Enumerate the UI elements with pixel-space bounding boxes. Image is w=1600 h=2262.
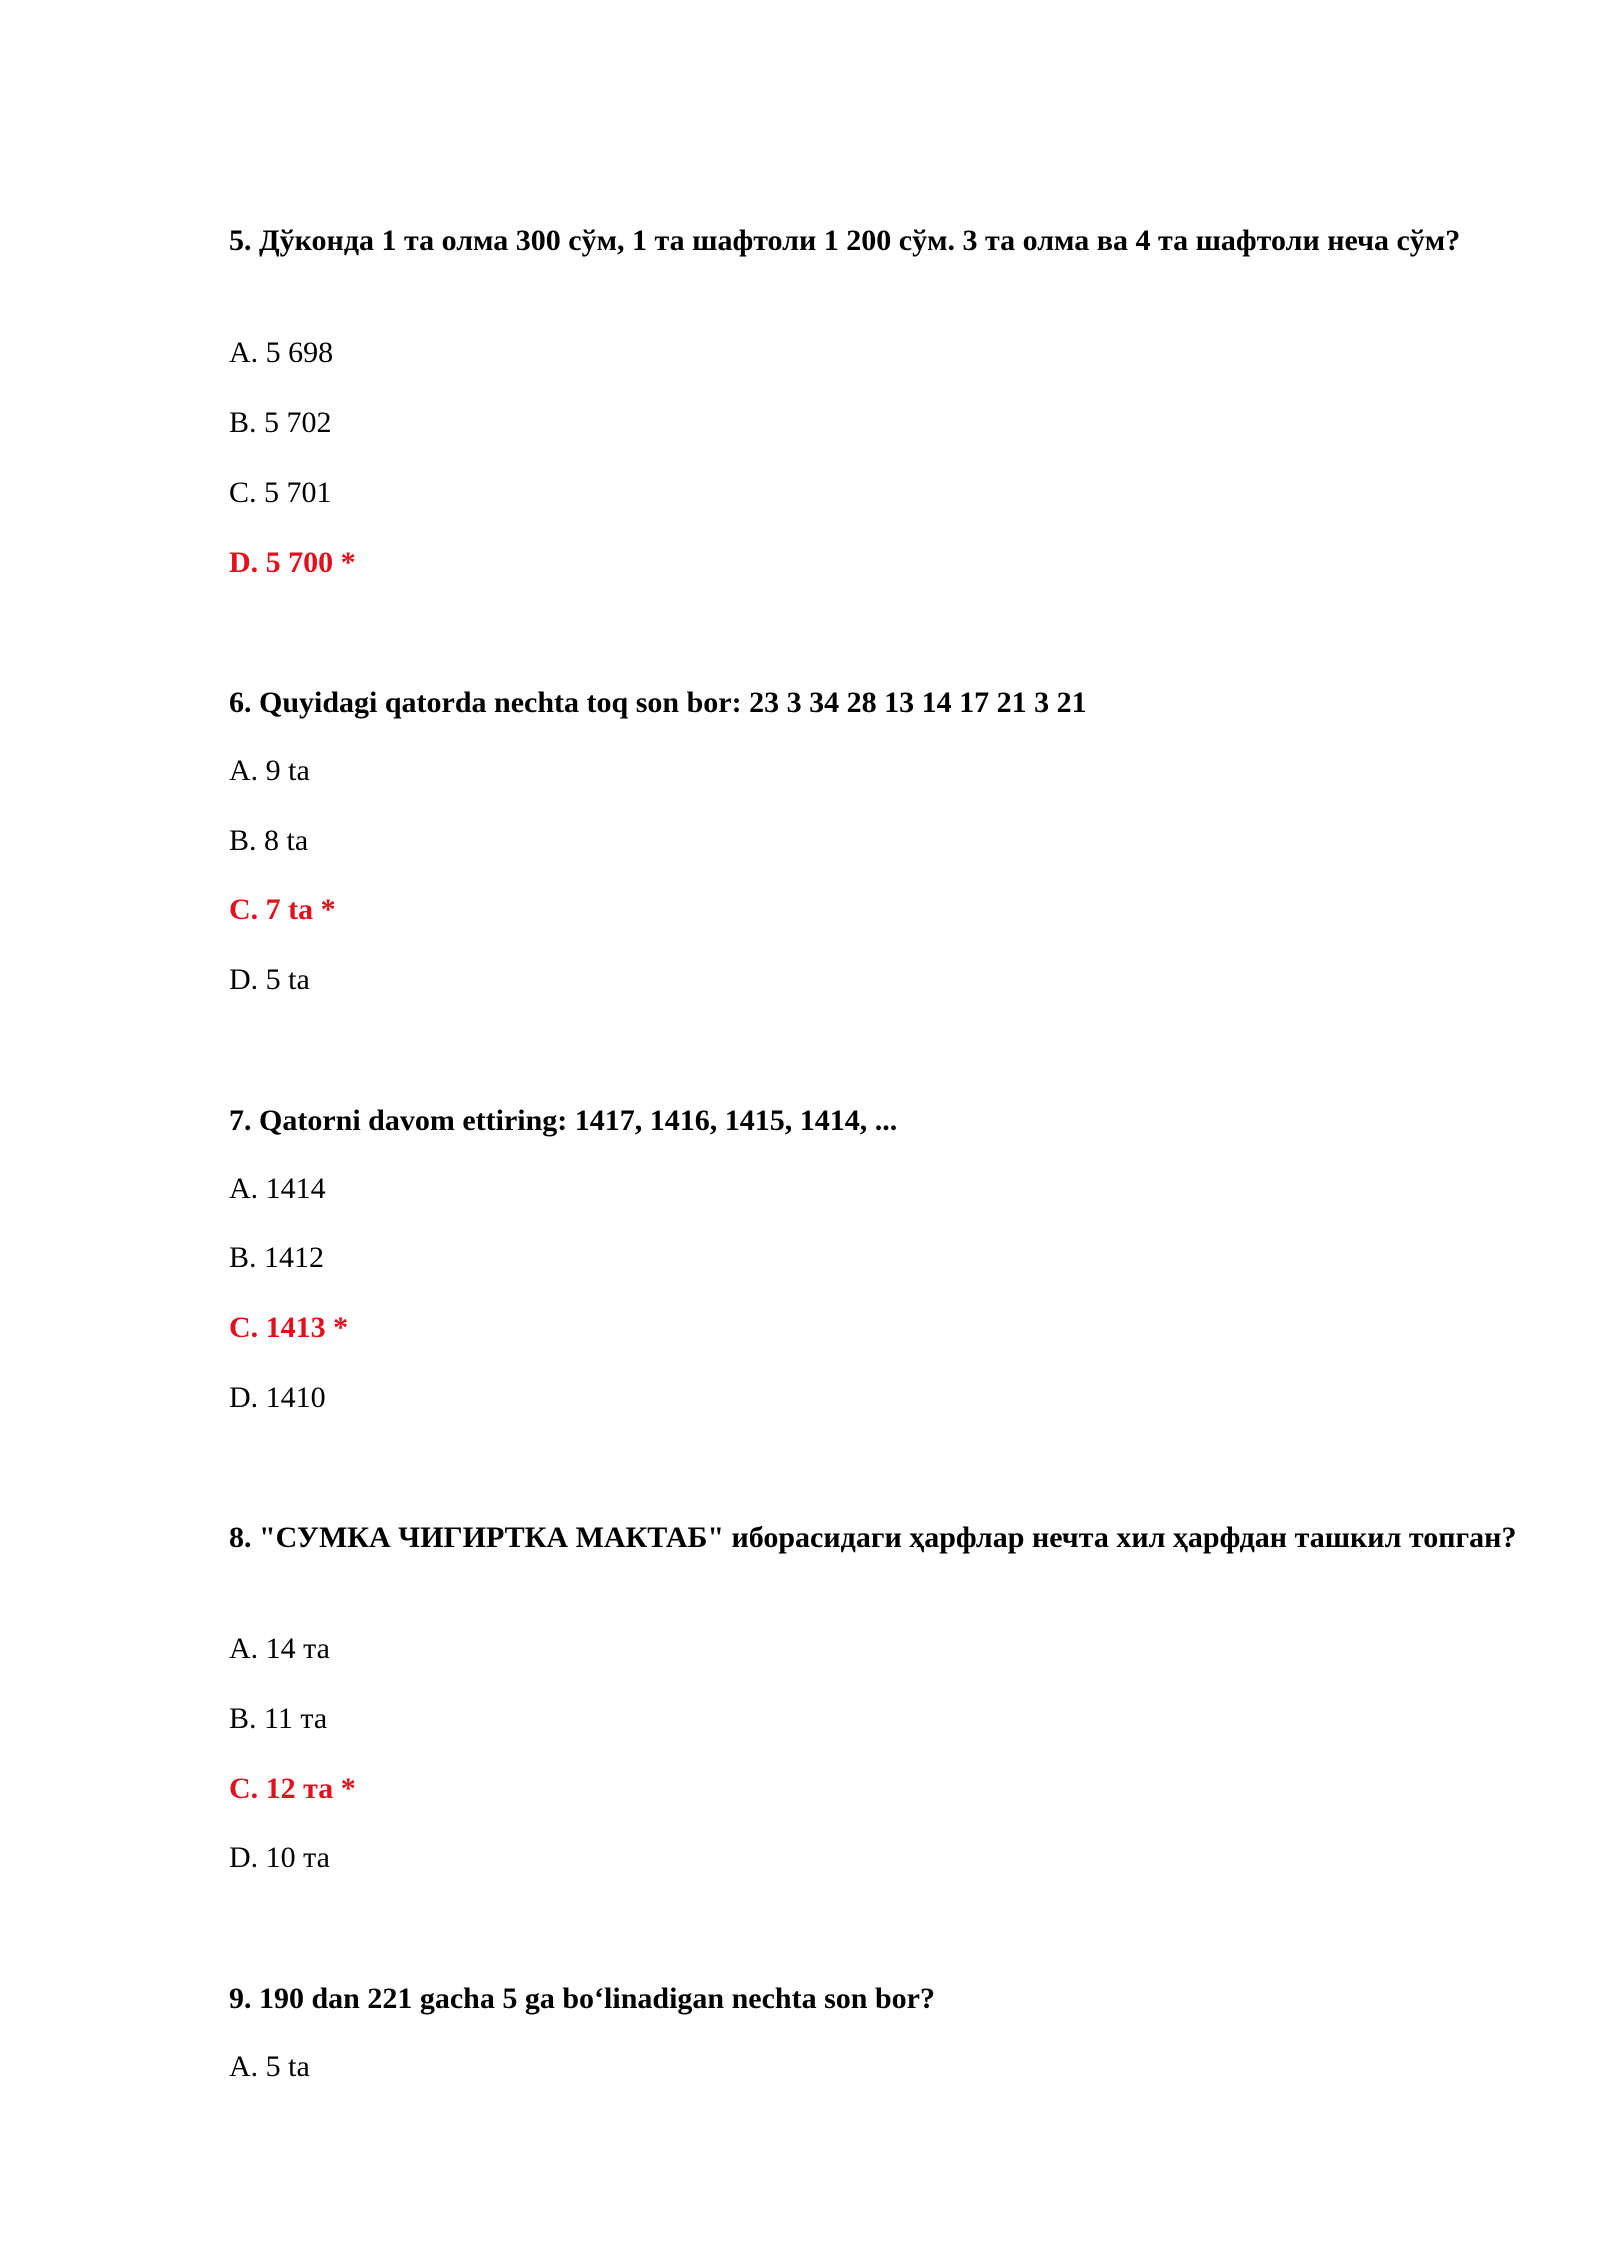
question-8-option-a: A. 14 та bbox=[229, 1632, 330, 1665]
question-8-option-c-correct: C. 12 та * bbox=[229, 1772, 356, 1805]
question-8-option-b: B. 11 та bbox=[229, 1702, 328, 1735]
question-7-option-d: D. 1410 bbox=[229, 1381, 326, 1414]
question-7-option-c-correct: C. 1413 * bbox=[229, 1311, 349, 1344]
question-5-option-c: C. 5 701 bbox=[229, 476, 332, 509]
question-7-text: 7. Qatorni davom ettiring: 1417, 1416, 1415, 1414, ... bbox=[229, 1104, 898, 1137]
question-7-option-b: B. 1412 bbox=[229, 1241, 325, 1274]
question-6-option-c-correct: C. 7 ta * bbox=[229, 893, 336, 926]
question-6-option-a: A. 9 ta bbox=[229, 754, 310, 787]
question-9-option-a: A. 5 ta bbox=[229, 2050, 310, 2083]
question-9-text: 9. 190 dan 221 gacha 5 ga bo‘linadigan nechta son bor? bbox=[229, 1982, 935, 2015]
question-8-text: 8. "СУМКА ЧИГИРТКА МАКТАБ" иборасидаги ҳарфлар нечта хил ҳарфдан ташкил топган? bbox=[229, 1521, 1517, 1554]
question-5-text: 5. Дўконда 1 та олма 300 сўм, 1 та шафтоли 1 200 сўм. 3 та олма ва 4 та шафтоли неча сўм? bbox=[229, 224, 1461, 257]
question-5-option-b: B. 5 702 bbox=[229, 406, 332, 439]
question-6-option-d: D. 5 ta bbox=[229, 963, 310, 996]
question-6-text: 6. Quyidagi qatorda nechta toq son bor: 23 3 34 28 13 14 17 21 3 21 bbox=[229, 686, 1087, 719]
question-6-option-b: B. 8 ta bbox=[229, 824, 309, 857]
question-7-option-a: A. 1414 bbox=[229, 1172, 326, 1205]
question-5-option-d-correct: D. 5 700 * bbox=[229, 546, 356, 579]
question-5-option-a: A. 5 698 bbox=[229, 336, 334, 369]
question-8-option-d: D. 10 та bbox=[229, 1841, 330, 1874]
